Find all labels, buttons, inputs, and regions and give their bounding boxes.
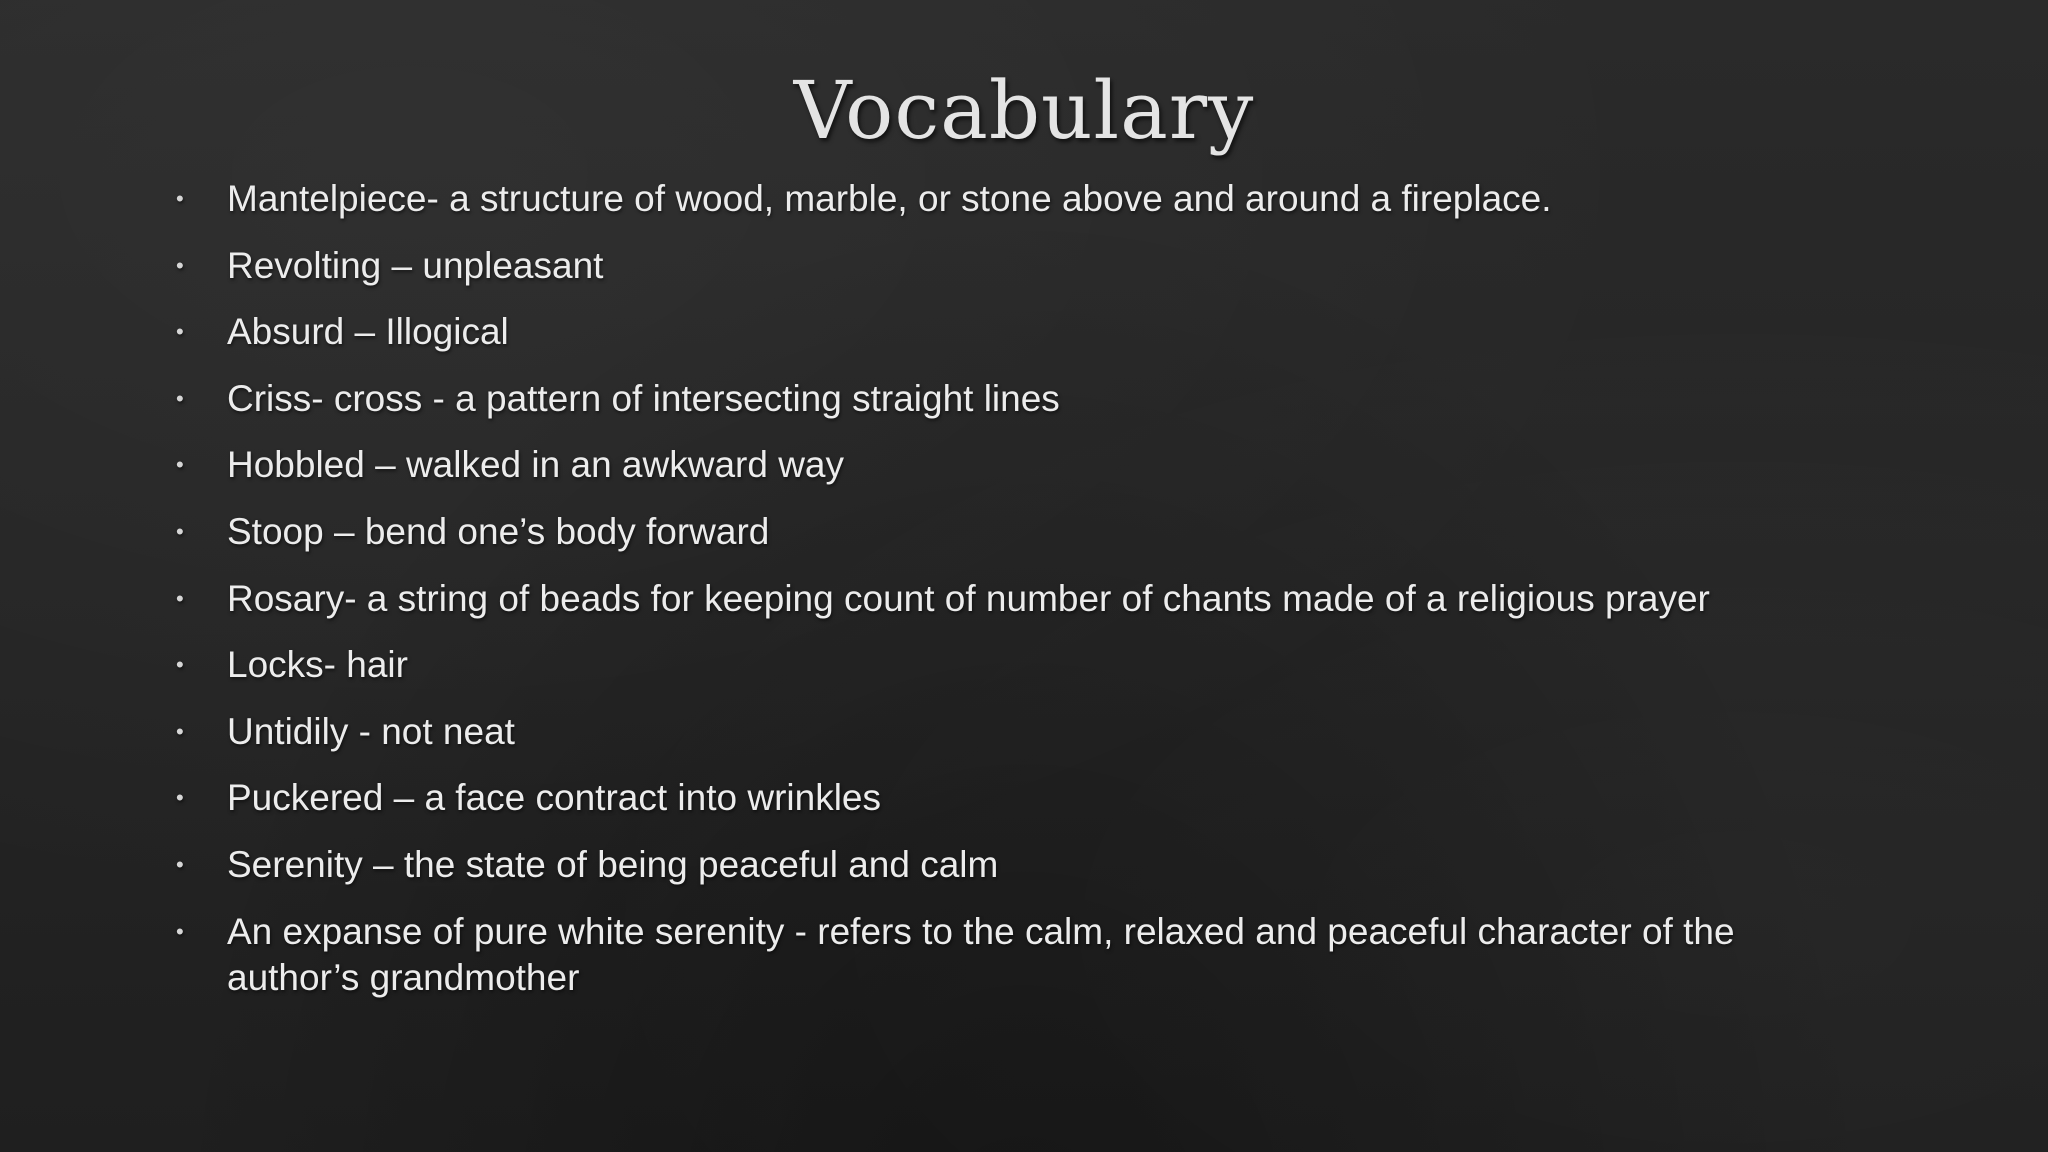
vocab-item-text: Locks- hair [227,644,408,686]
vocab-item-text: Criss- cross - a pattern of intersecting straight lines [227,377,1060,419]
slide-title: Vocabulary [793,64,1255,157]
vocab-item-revolting [176,243,1816,289]
vocab-item-locks [176,642,1816,688]
vocab-item-text: Hobbled – walked in an awkward way [227,444,845,486]
bullet-icon: • [176,186,184,211]
bullet-icon: • [176,851,184,877]
bullet-icon: • [176,585,184,611]
vocab-item-text: Absurd – Illogical [227,311,509,353]
bullet-icon: • [176,518,184,544]
vocab-item-criss-cross [176,376,1816,422]
vocab-item-text: Rosary- a string of beads for keeping count of number of chants made of a religious prayer [227,577,1710,619]
bullet-icon: • [176,718,184,744]
vocabulary-list [176,176,1816,1021]
vocab-item-untidily [176,709,1816,755]
vocab-item-text: Serenity – the state of being peaceful and calm [227,843,999,885]
vocab-item-text: Revolting – unpleasant [227,244,604,286]
vocab-item-text: An expanse of pure white serenity - refers to the calm, relaxed and peaceful character of the author’s grandmother [227,910,1735,998]
bullet-icon: • [176,452,184,478]
vocab-item-hobbled [176,442,1816,488]
vocab-item-expanse [176,909,1816,1001]
vocab-item-text: Puckered – a face contract into wrinkles [227,777,881,819]
bullet-icon: • [176,652,184,678]
bullet-icon: • [176,918,184,944]
bullet-icon: • [176,252,184,278]
vocab-item-mantelpiece [176,176,1816,222]
bullet-icon: • [176,319,184,345]
vocab-item-text: Stoop – bend one’s body forward [227,510,770,552]
vocab-item-text: Untidily - not neat [227,710,515,752]
vocab-item-stoop [176,509,1816,555]
bullet-icon: • [176,385,184,411]
vocab-item-absurd [176,309,1816,355]
vocab-item-puckered [176,775,1816,821]
bullet-icon: • [176,785,184,811]
vocab-item-text: Mantelpiece- a structure of wood, marble, or stone above and around a fireplace. [227,178,1552,219]
vocab-item-rosary [176,576,1816,622]
vocab-item-serenity [176,842,1816,888]
